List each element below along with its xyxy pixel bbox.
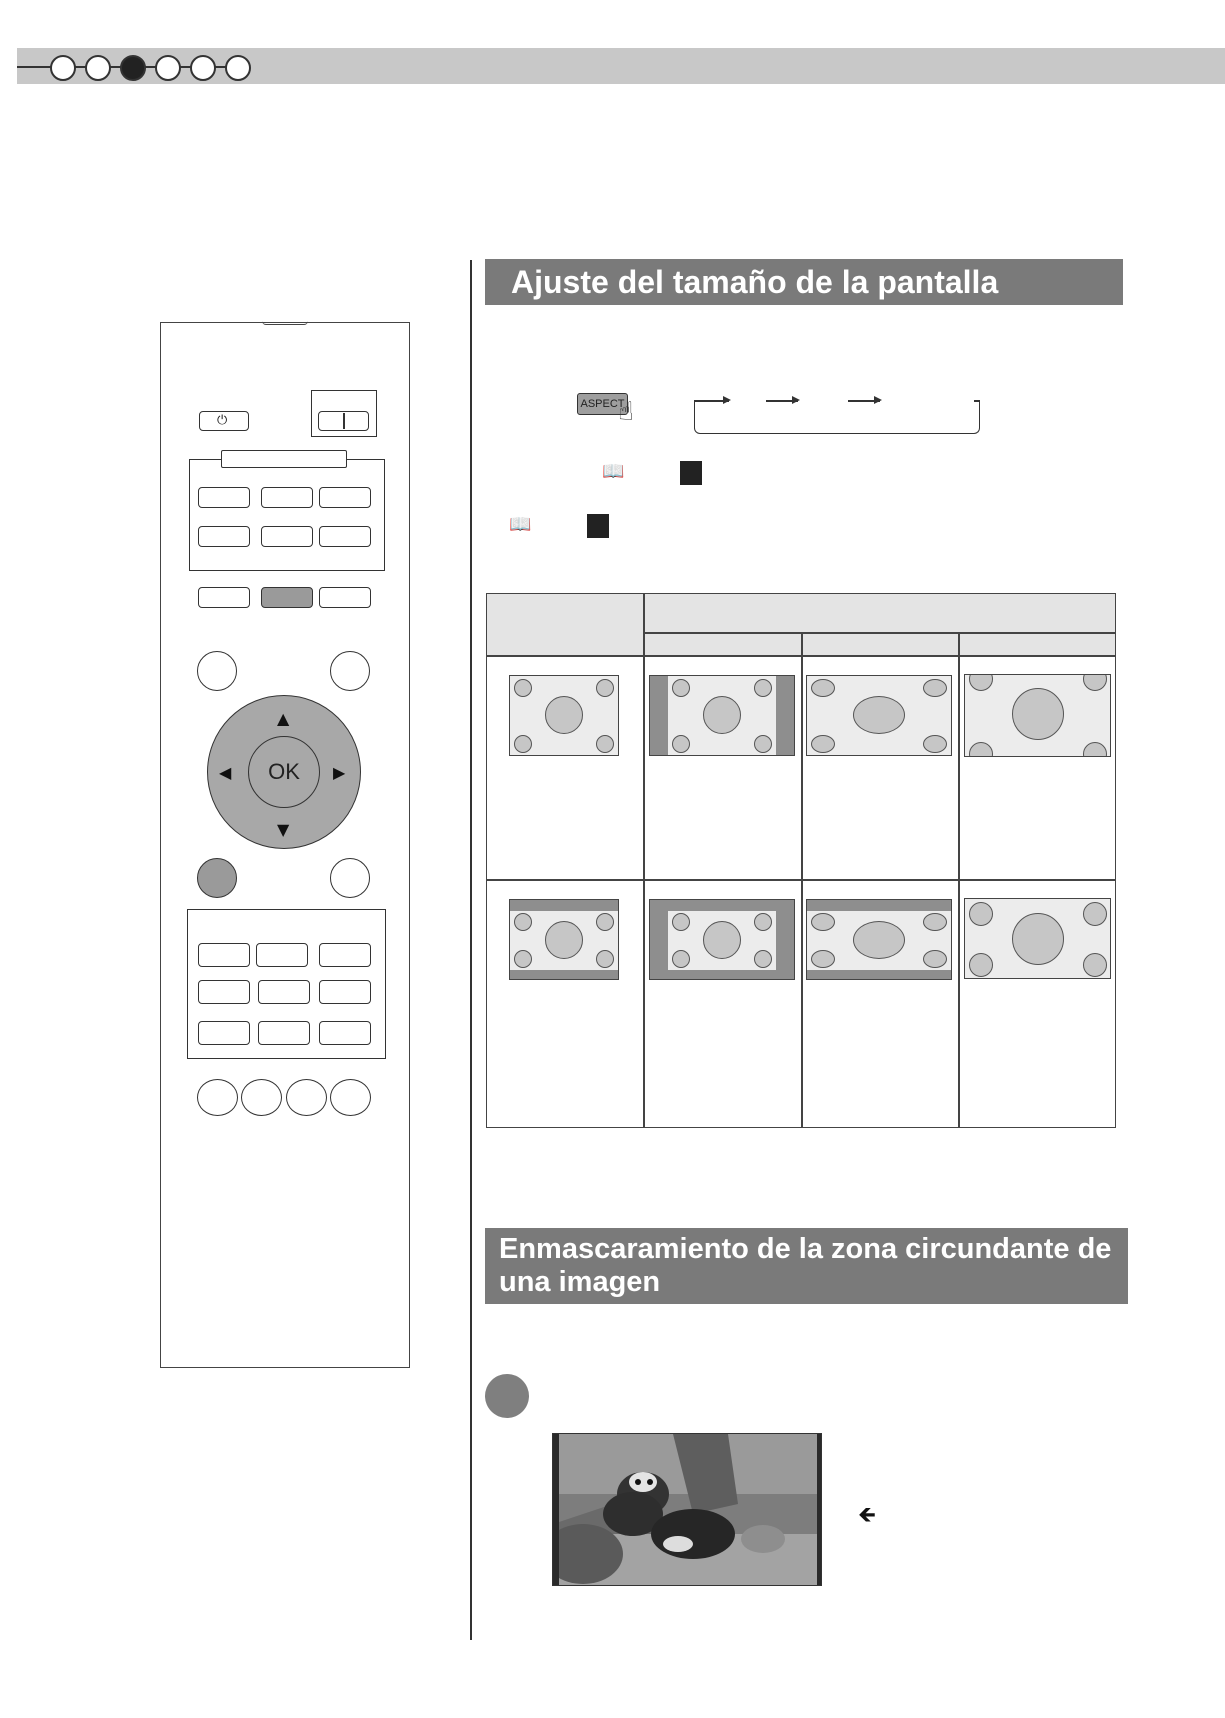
page-reference-box-2: [587, 514, 609, 538]
remote-button-r2c1[interactable]: [198, 526, 250, 547]
table-subheader-row: [645, 634, 1115, 655]
column-divider: [470, 260, 472, 1640]
table-header-top-cell: [645, 594, 1115, 632]
back-arrow-icon: 🡸: [858, 1503, 876, 1528]
remote-top-notch: [262, 321, 308, 325]
table-vline-1: [643, 593, 645, 1128]
remote-down-arrow[interactable]: ▼: [277, 820, 290, 839]
remote-up-arrow[interactable]: ▲: [277, 709, 290, 728]
progress-dot-4: [155, 55, 181, 81]
section-title-masking-line1: Enmascaramiento de la zona circundante de: [499, 1233, 1112, 1265]
remote-input-button[interactable]: [318, 411, 369, 431]
remote-button-g2-r3c1[interactable]: [198, 1021, 250, 1045]
cycle-arrow-1: [694, 400, 729, 402]
aspect-cycle-diagram: [694, 400, 980, 434]
progress-dot-5: [190, 55, 216, 81]
remote-left-arrow[interactable]: ◀: [219, 763, 232, 782]
remote-group-1-label-plate: [221, 450, 347, 468]
remote-round-button-right[interactable]: [330, 651, 370, 691]
section-title-masking: [485, 1228, 1128, 1304]
remote-button-g2-r1c1[interactable]: [198, 943, 250, 967]
section-title-screen-size: Ajuste del tamaño de la pantalla: [485, 259, 1123, 305]
table-hline-header: [643, 632, 1116, 634]
book-icon: 📖: [509, 514, 532, 535]
thumb-4x3-mode-3: [964, 674, 1111, 757]
remote-button-g2-r2c1[interactable]: [198, 980, 250, 1004]
thumb-letterbox-mode-2: [806, 899, 952, 980]
cycle-return-line: [974, 400, 980, 402]
progress-dot-1: [50, 55, 76, 81]
remote-button-r3c3[interactable]: [319, 587, 371, 608]
red-panda-photo: [552, 1433, 822, 1586]
thumb-4x3-source: [509, 675, 619, 756]
thumb-4x3-mode-1: [649, 675, 795, 756]
power-icon: ⏻: [217, 413, 228, 428]
remote-bottom-round-3[interactable]: [286, 1079, 327, 1116]
cycle-arrow-3: [848, 400, 880, 402]
thumb-4x3-mode-2: [806, 675, 952, 756]
remote-bottom-round-2[interactable]: [241, 1079, 282, 1116]
progress-dot-6: [225, 55, 251, 81]
section-title-masking-line2: una imagen: [499, 1266, 661, 1298]
remote-bottom-round-1[interactable]: [197, 1079, 238, 1116]
remote-button-r1c1[interactable]: [198, 487, 250, 508]
remote-round-button-right-2[interactable]: [330, 858, 370, 898]
photo-illustration: [553, 1434, 822, 1586]
remote-right-arrow[interactable]: ▶: [333, 763, 346, 782]
progress-dot-3-active: [120, 55, 146, 81]
cycle-arrow-2: [766, 400, 798, 402]
remote-aspect-button-highlighted[interactable]: [261, 587, 313, 608]
remote-button-r2c2[interactable]: [261, 526, 313, 547]
progress-dot-2: [85, 55, 111, 81]
remote-button-r2c3[interactable]: [319, 526, 371, 547]
remote-button-r3c1[interactable]: [198, 587, 250, 608]
remote-button-r1c3[interactable]: [319, 487, 371, 508]
pointing-hand-icon: ☝: [618, 397, 634, 427]
remote-button-g2-r3c2[interactable]: [258, 1021, 310, 1045]
remote-button-g2-r2c2[interactable]: [258, 980, 310, 1004]
table-hline-sub: [486, 655, 1116, 657]
remote-button-g2-r1c2[interactable]: [256, 943, 308, 967]
book-icon: 📖: [602, 461, 625, 482]
remote-button-group-1: [189, 459, 385, 571]
table-header-left-cell: [487, 594, 643, 655]
remote-power-button[interactable]: [199, 411, 249, 431]
remote-button-g2-r3c3[interactable]: [319, 1021, 371, 1045]
remote-round-button-left[interactable]: [197, 651, 237, 691]
remote-button-g2-r2c3[interactable]: [319, 980, 371, 1004]
remote-button-r1c2[interactable]: [261, 487, 313, 508]
page-reference-box-1: [680, 461, 702, 485]
remote-bottom-round-4[interactable]: [330, 1079, 371, 1116]
remote-ok-button[interactable]: OK: [248, 736, 320, 808]
thumb-letterbox-source: [509, 899, 619, 980]
remote-button-g2-r1c3[interactable]: [319, 943, 371, 967]
remote-round-button-gray[interactable]: [197, 858, 237, 898]
input-button-divider: [343, 413, 345, 429]
thumb-letterbox-mode-1: [649, 899, 795, 980]
step-number-circle: [485, 1374, 529, 1418]
table-hline-row: [486, 879, 1116, 881]
aspect-button[interactable]: ASPECT: [577, 393, 628, 415]
thumb-letterbox-mode-3: [964, 898, 1111, 979]
